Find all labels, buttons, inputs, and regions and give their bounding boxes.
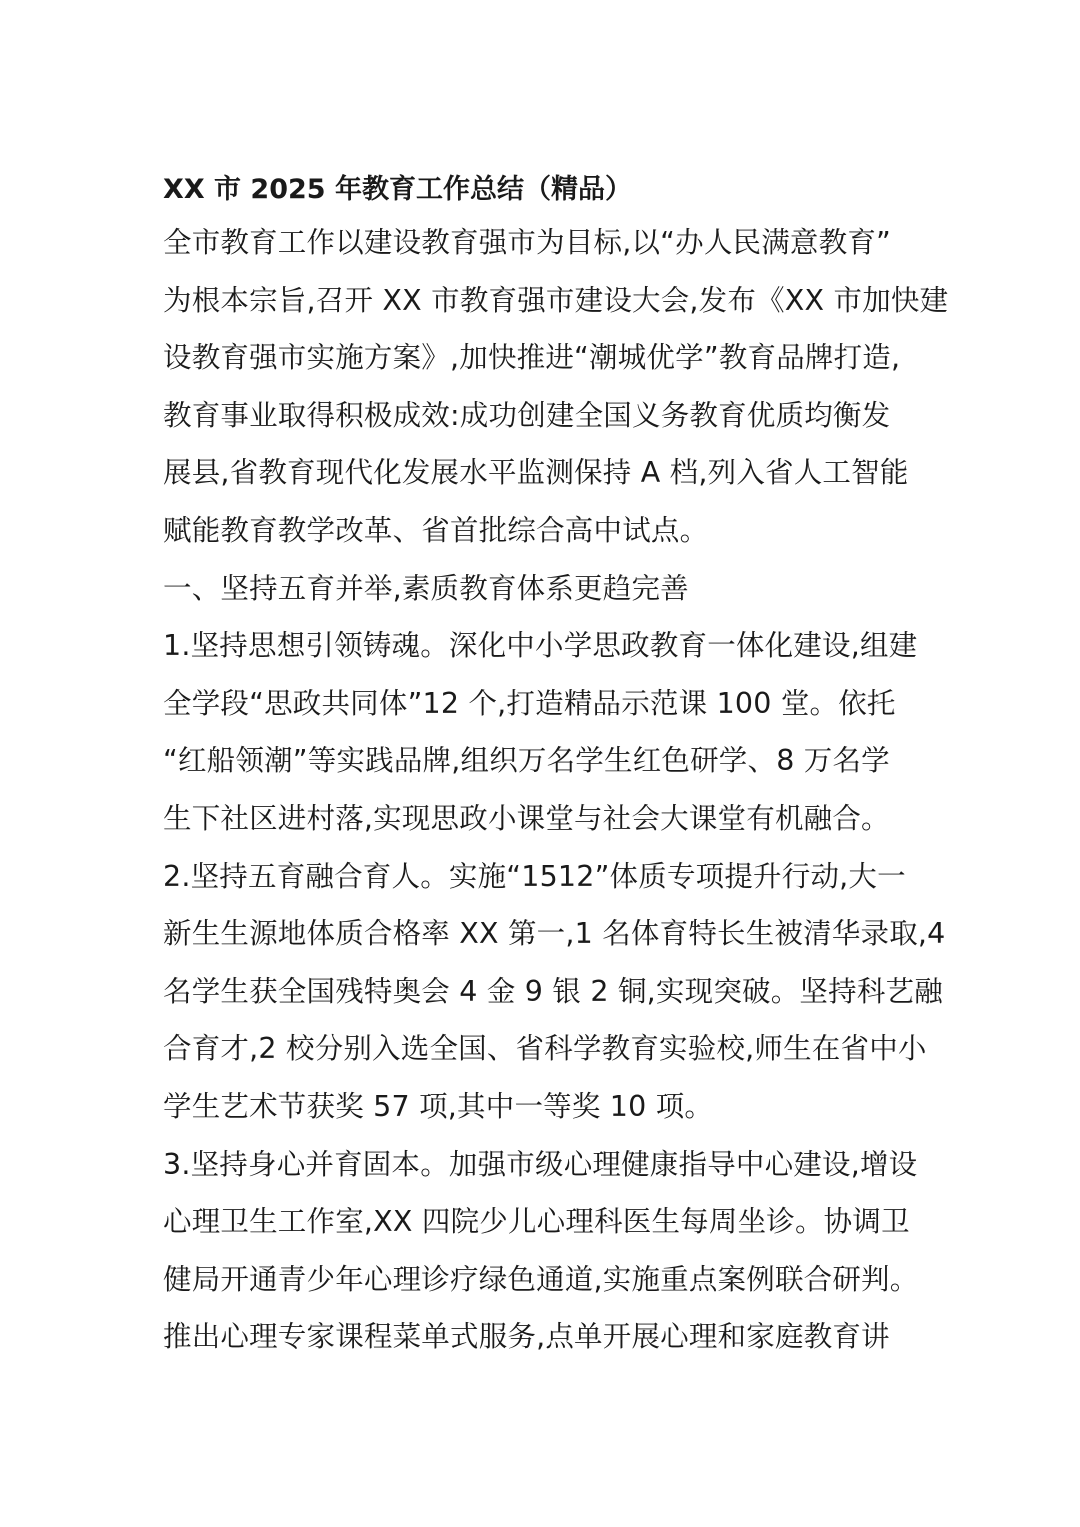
text-line: 推出心理专家课程菜单式服务,点单开展心理和家庭教育讲: [163, 1320, 890, 1354]
text-line: 设教育强市实施方案》,加快推进“潮城优学”教育品牌打造,: [163, 341, 901, 375]
text-line: 1.坚持思想引领铸魂。深化中小学思政教育一体化建设,组建: [163, 629, 918, 663]
document-body: [163, 168, 949, 1366]
text-line: 新生生源地体质合格率 XX 第一,1 名体育特长生被清华录取,4: [163, 917, 946, 951]
text-line: 全市教育工作以建设教育强市为目标,以“办人民满意教育”: [163, 226, 891, 259]
section-heading: 一、坚持五育并举,素质教育体系更趋完善: [163, 571, 689, 605]
text-line: 健局开通青少年心理诊疗绿色通道,实施重点案例联合研判。: [163, 1262, 919, 1296]
text-line: 2.坚持五育融合育人。实施“1512”体质专项提升行动,大一: [163, 859, 906, 893]
text-line: 3.坚持身心并育固本。加强市级心理健康指导中心建设,增设: [163, 1147, 918, 1181]
text-line: 教育事业取得积极成效:成功创建全国义务教育优质均衡发: [163, 398, 891, 432]
text-line: 名学生获全国残特奥会 4 金 9 银 2 铜,实现突破。坚持科艺融: [163, 974, 943, 1008]
document-title: XX 市 2025 年教育工作总结（精品）: [163, 174, 632, 205]
text-line: 生下社区进村落,实现思政小课堂与社会大课堂有机融合。: [163, 801, 890, 835]
text-line: 赋能教育教学改革、省首批综合高中试点。: [163, 513, 709, 547]
text-line: 展县,省教育现代化发展水平监测保持 A 档,列入省人工智能: [163, 456, 909, 490]
text-line: 心理卫生工作室,XX 四院少儿心理科医生每周坐诊。协调卫: [163, 1205, 910, 1239]
text-line: 全学段“思政共同体”12 个,打造精品示范课 100 堂。依托: [163, 686, 896, 720]
text-line: 为根本宗旨,召开 XX 市教育强市建设大会,发布《XX 市加快建: [163, 283, 949, 317]
text-line: 学生艺术节获奖 57 项,其中一等奖 10 项。: [163, 1089, 714, 1123]
text-line: “红船领潮”等实践品牌,组织万名学生红色研学、8 万名学: [163, 744, 890, 778]
text-line: 合育才,2 校分别入选全国、省科学教育实验校,师生在省中小: [163, 1032, 927, 1066]
